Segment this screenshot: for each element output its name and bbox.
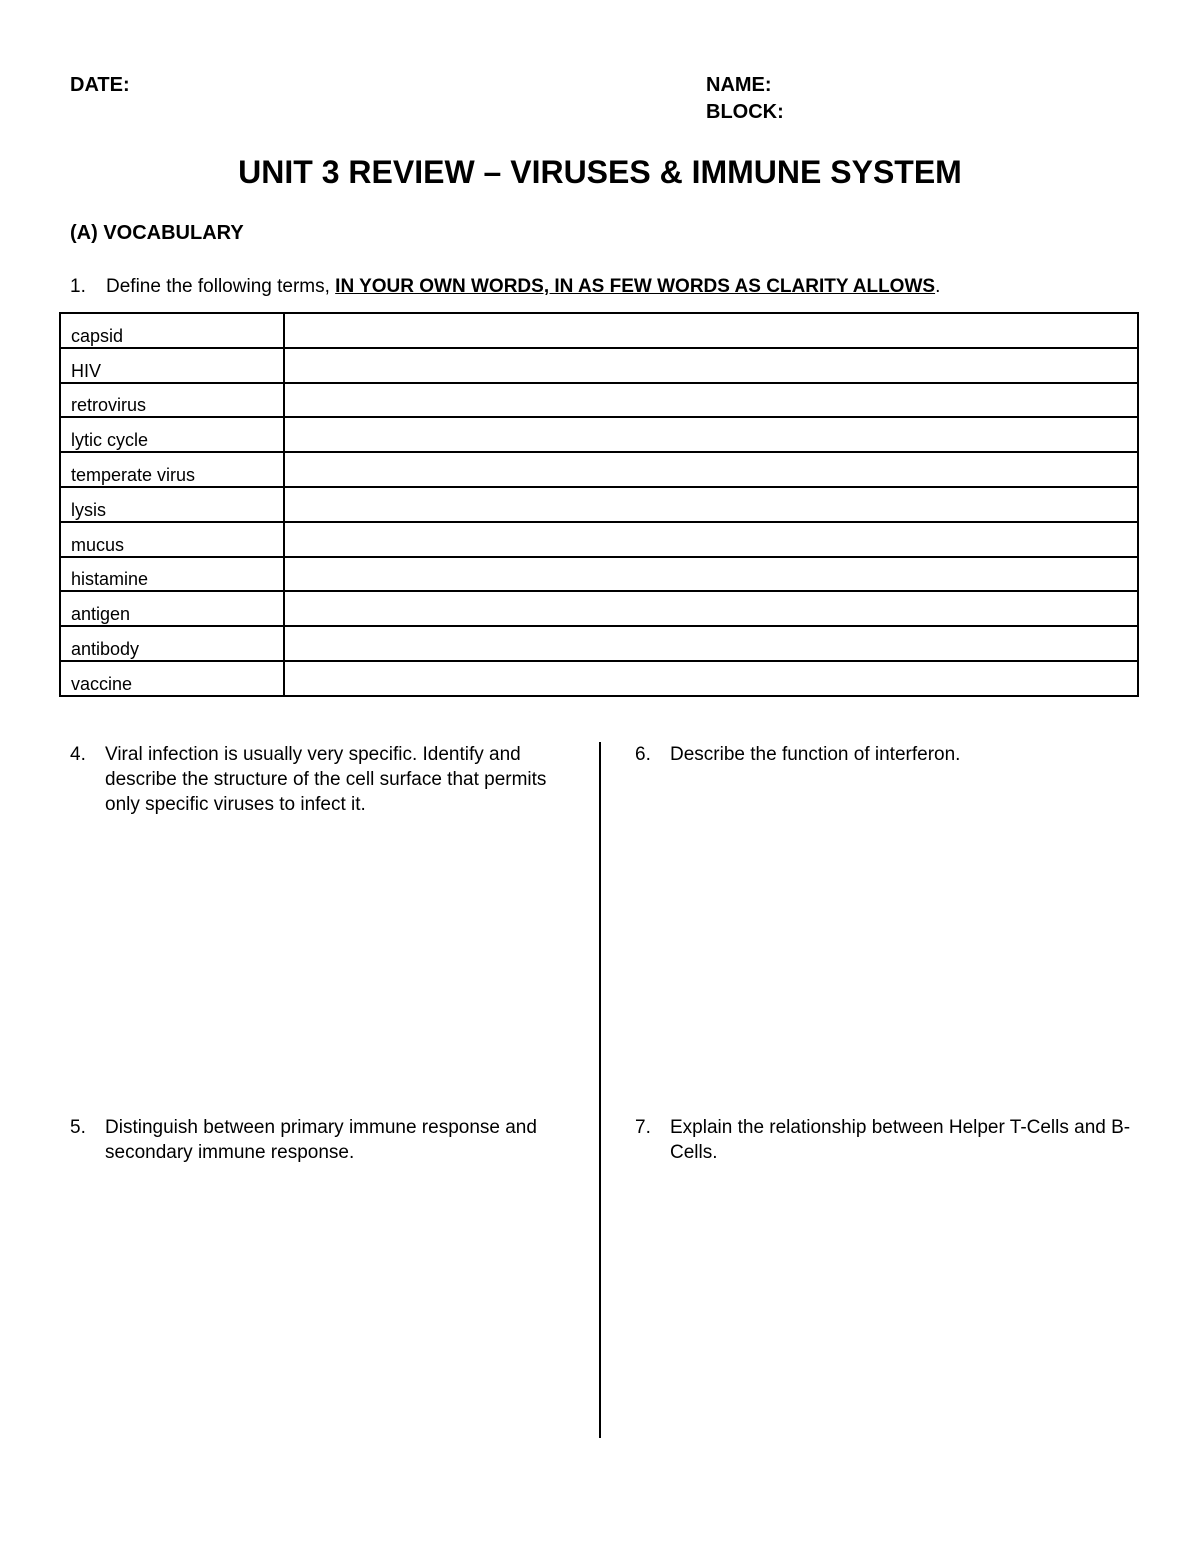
question-number: 7. <box>635 1117 651 1138</box>
table-row <box>60 348 1138 383</box>
table-row <box>60 452 1138 487</box>
definition-cell[interactable] <box>284 383 1138 418</box>
question-text: Viral infection is usually very specific. Identify and describe the structure of the cell surface that permits only specific viruses to infect it. <box>105 744 547 815</box>
vocab-term: mucus <box>60 522 284 557</box>
name-label: NAME: <box>706 74 772 96</box>
definition-cell[interactable] <box>284 591 1138 626</box>
definition-cell[interactable] <box>284 626 1138 661</box>
date-label: DATE: <box>70 74 130 96</box>
vocab-term: lytic cycle <box>60 417 284 452</box>
section-heading-vocabulary: (A) VOCABULARY <box>70 222 244 244</box>
table-row <box>60 591 1138 626</box>
question-number: 1. <box>70 276 86 297</box>
definition-cell[interactable] <box>284 313 1138 348</box>
question-text: Explain the relationship between Helper T-Cells and B-Cells. <box>670 1117 1131 1163</box>
table-row <box>60 626 1138 661</box>
vocab-term: capsid <box>60 313 284 348</box>
definition-cell[interactable] <box>284 348 1138 383</box>
table-row <box>60 313 1138 348</box>
table-row <box>60 661 1138 696</box>
question-number: 6. <box>635 744 651 765</box>
vocab-term: lysis <box>60 487 284 522</box>
vocab-term: histamine <box>60 557 284 592</box>
definition-cell[interactable] <box>284 557 1138 592</box>
question-7 <box>635 1115 1155 1165</box>
column-divider <box>599 742 601 1438</box>
block-label: BLOCK: <box>706 101 784 123</box>
vocabulary-table <box>59 312 1139 697</box>
question-text: Define the following terms, <box>106 276 336 297</box>
question-6 <box>635 742 1155 767</box>
table-row <box>60 417 1138 452</box>
table-row <box>60 383 1138 418</box>
question-text: Distinguish between primary immune response and secondary immune response. <box>105 1117 537 1163</box>
vocab-term: HIV <box>60 348 284 383</box>
page-title: UNIT 3 REVIEW – VIRUSES & IMMUNE SYSTEM <box>238 154 962 190</box>
question-4 <box>70 742 560 817</box>
definition-cell[interactable] <box>284 417 1138 452</box>
question-number: 4. <box>70 744 86 765</box>
definition-cell[interactable] <box>284 522 1138 557</box>
vocab-term: vaccine <box>60 661 284 696</box>
table-row <box>60 522 1138 557</box>
vocab-term: antibody <box>60 626 284 661</box>
vocab-term: antigen <box>60 591 284 626</box>
table-row <box>60 557 1138 592</box>
question-end: . <box>935 276 941 297</box>
question-1 <box>70 274 940 300</box>
table-row <box>60 487 1138 522</box>
question-emphasis: IN YOUR OWN WORDS, IN AS FEW WORDS AS CLARITY ALLOWS <box>335 276 936 297</box>
definition-cell[interactable] <box>284 452 1138 487</box>
definition-cell[interactable] <box>284 661 1138 696</box>
vocab-term: temperate virus <box>60 452 284 487</box>
question-text: Describe the function of interferon. <box>670 744 961 765</box>
question-number: 5. <box>70 1117 86 1138</box>
question-5 <box>70 1115 570 1165</box>
vocab-term: retrovirus <box>60 383 284 418</box>
definition-cell[interactable] <box>284 487 1138 522</box>
